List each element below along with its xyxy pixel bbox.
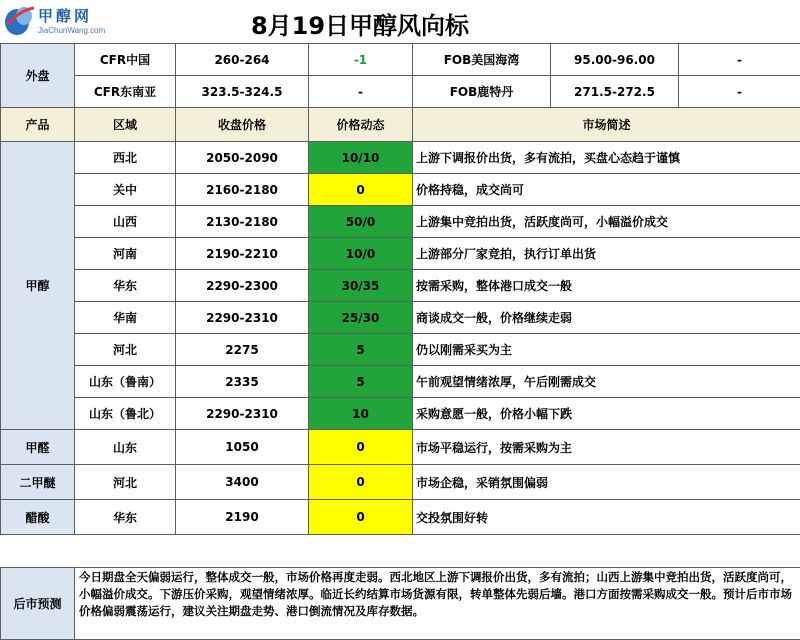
table-row <box>1 174 800 206</box>
region-cell: 山西 <box>75 206 176 238</box>
ext-market-2: FOB鹿特丹 <box>413 76 551 108</box>
header <box>0 0 800 44</box>
page-title: 8月19日甲醇风向标 <box>250 12 470 40</box>
forecast-text: 今日期盘全天偏弱运行，整体成交一般，市场价格再度走弱。西北地区上游下调报价出货，多有流拍；山西上游集中竞拍出货，活跃度尚可，小幅溢价成交。下游压价采购，观望情绪浓厚。临近长约结算市场货源有限，转单整体先弱后墙。港口方面按需采购成交一般。预计后市市场价格偏弱震荡运行，建议关注期盘走势、港口倒流情况及库存数据。 <box>75 568 800 640</box>
change-cell: 10/0 <box>309 238 413 270</box>
price-cell: 2130-2180 <box>176 206 309 238</box>
price-cell: 2335 <box>176 366 309 398</box>
table-row <box>1 398 800 430</box>
ext-market-1: CFR东南亚 <box>75 76 176 108</box>
header-change: 价格动态 <box>309 108 413 142</box>
note-cell: 价格持稳，成交尚可 <box>413 174 800 206</box>
region-cell: 山东 <box>75 430 176 465</box>
external-row <box>1 76 800 108</box>
note-cell: 午前观望情绪浓厚，午后刚需成交 <box>413 366 800 398</box>
ext-change-2: - <box>679 44 800 76</box>
note-cell: 商谈成交一般，价格继续走弱 <box>413 302 800 334</box>
change-cell: 10/10 <box>309 142 413 174</box>
note-cell: 上游集中竞拍出货，活跃度尚可，小幅溢价成交 <box>413 206 800 238</box>
ext-change-2: - <box>679 76 800 108</box>
ext-market-1: CFR中国 <box>75 44 176 76</box>
logo-mark-icon <box>4 4 36 38</box>
ext-change-1: -1 <box>309 44 413 76</box>
external-market-table <box>0 43 800 108</box>
price-cell: 2290-2310 <box>176 302 309 334</box>
price-table <box>0 107 800 535</box>
change-cell: 50/0 <box>309 206 413 238</box>
change-cell: 25/30 <box>309 302 413 334</box>
logo-url: JiaChunWang.com <box>38 26 106 35</box>
note-cell: 上游部分厂家竞拍，执行订单出货 <box>413 238 800 270</box>
change-cell: 0 <box>309 430 413 465</box>
region-cell: 西北 <box>75 142 176 174</box>
region-cell: 华东 <box>75 500 176 535</box>
table-row <box>1 465 800 500</box>
price-cell: 2275 <box>176 334 309 366</box>
region-cell: 华南 <box>75 302 176 334</box>
change-cell: 30/35 <box>309 270 413 302</box>
table-row <box>1 500 800 535</box>
table-row <box>1 334 800 366</box>
column-header-row <box>1 108 800 142</box>
table-row <box>1 238 800 270</box>
table-row <box>1 430 800 465</box>
region-cell: 河北 <box>75 334 176 366</box>
forecast-table <box>0 567 800 640</box>
external-category-label: 外盘 <box>1 44 75 108</box>
region-cell: 华东 <box>75 270 176 302</box>
note-cell: 上游下调报价出货，多有流拍，买盘心态趋于谨慎 <box>413 142 800 174</box>
price-cell: 2190-2210 <box>176 238 309 270</box>
header-product: 产品 <box>1 108 75 142</box>
header-region: 区域 <box>75 108 176 142</box>
forecast-label: 后市预测 <box>1 568 75 640</box>
note-cell: 市场企稳，采销氛围偏弱 <box>413 465 800 500</box>
logo-text: 甲醇网 <box>38 7 93 25</box>
ext-price-1: 260-264 <box>176 44 309 76</box>
product-label: 醋酸 <box>1 500 75 535</box>
note-cell: 交投氛围好转 <box>413 500 800 535</box>
region-cell: 河南 <box>75 238 176 270</box>
ext-market-2: FOB美国海湾 <box>413 44 551 76</box>
table-row <box>1 142 800 174</box>
external-row <box>1 44 800 76</box>
change-cell: 10 <box>309 398 413 430</box>
change-cell: 5 <box>309 334 413 366</box>
price-cell: 2050-2090 <box>176 142 309 174</box>
price-cell: 2160-2180 <box>176 174 309 206</box>
note-cell: 按需采购，整体港口成交一般 <box>413 270 800 302</box>
note-cell: 仍以刚需采买为主 <box>413 334 800 366</box>
table-row <box>1 270 800 302</box>
logo <box>4 4 114 40</box>
note-cell: 市场平稳运行，按需采购为主 <box>413 430 800 465</box>
ext-price-2: 271.5-272.5 <box>551 76 679 108</box>
table-row <box>1 302 800 334</box>
forecast-row <box>1 568 800 640</box>
price-cell: 1050 <box>176 430 309 465</box>
price-cell: 2290-2310 <box>176 398 309 430</box>
price-cell: 2290-2300 <box>176 270 309 302</box>
product-label: 甲醇 <box>1 142 75 430</box>
note-cell: 采购意愿一般，价格小幅下跌 <box>413 398 800 430</box>
region-cell: 山东（鲁南） <box>75 366 176 398</box>
table-row <box>1 206 800 238</box>
region-cell: 山东（鲁北） <box>75 398 176 430</box>
change-cell: 0 <box>309 174 413 206</box>
change-cell: 0 <box>309 500 413 535</box>
ext-price-2: 95.00-96.00 <box>551 44 679 76</box>
change-cell: 0 <box>309 465 413 500</box>
header-price: 收盘价格 <box>176 108 309 142</box>
table-row <box>1 366 800 398</box>
region-cell: 关中 <box>75 174 176 206</box>
product-label: 二甲醚 <box>1 465 75 500</box>
ext-price-1: 323.5-324.5 <box>176 76 309 108</box>
header-note: 市场简述 <box>413 108 800 142</box>
region-cell: 河北 <box>75 465 176 500</box>
change-cell: 5 <box>309 366 413 398</box>
ext-change-1: - <box>309 76 413 108</box>
price-cell: 3400 <box>176 465 309 500</box>
price-cell: 2190 <box>176 500 309 535</box>
product-label: 甲醛 <box>1 430 75 465</box>
